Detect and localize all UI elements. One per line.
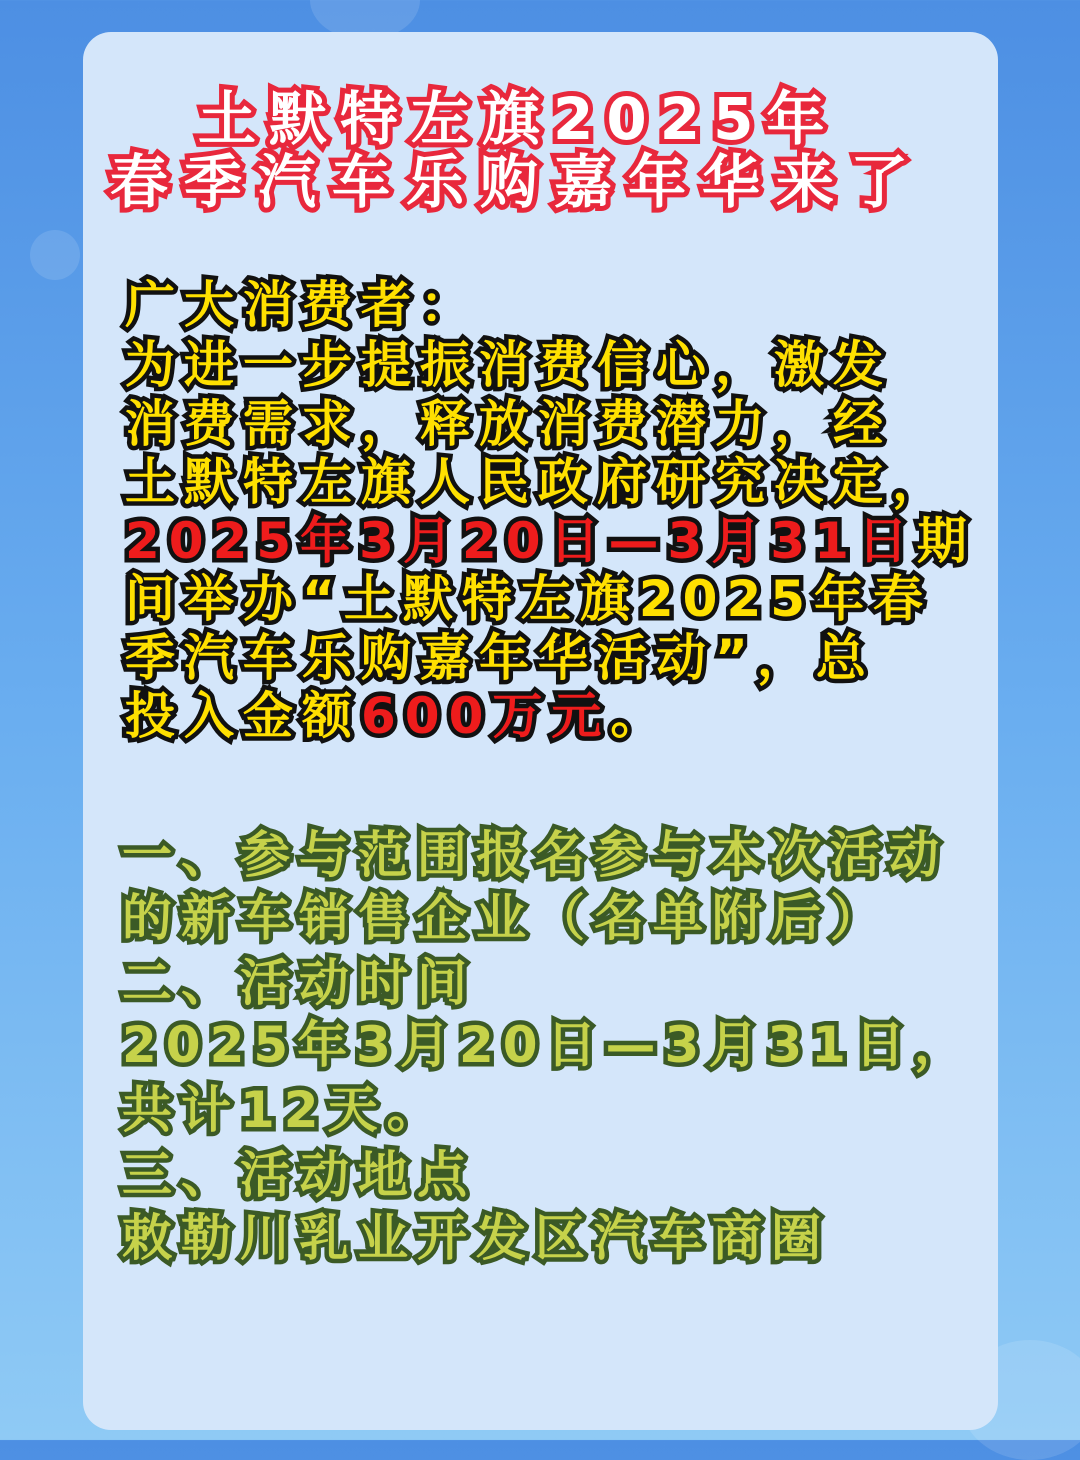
notice-text: 为进一步提振消费信心，激发 [125,336,892,394]
detail-line: 二、活动时间 [122,954,476,1012]
notice-text: 间举办“土默特左旗2025年春 [125,570,933,628]
title-line-2: 春季汽车乐购嘉年华来了 [110,148,925,216]
greeting: 广大消费者： [125,276,479,334]
detail-line: 2025年3月20日—3月31日， [122,1016,973,1074]
notice-text: 季汽车乐购嘉年华活动”，总 [125,628,875,687]
detail-line: 一、参与范围报名参与本次活动 [122,826,948,884]
detail-line: 三、活动地点 [122,1146,476,1204]
highlight-text: 2025年3月20日—3月31日 [125,511,917,570]
notice-text: 期 [916,511,976,570]
title-line-1: 土默特左旗2025年 [198,85,838,153]
notice-text: 投入金额 [125,687,361,745]
notice-text: 土默特左旗人民政府研究决定， [125,453,951,511]
notice-line [125,676,669,748]
notice-text: 消费需求，释放消费潜力，经 [125,394,892,453]
highlight-text: 600万元 [361,687,611,745]
decorative-bubble [30,230,80,280]
detail-line: 敕勒川乳业开发区汽车商圈 [122,1209,830,1267]
detail-line: 的新车销售企业（名单附后） [122,889,889,947]
detail-line: 共计12天。 [122,1081,446,1139]
notice-text: 。 [610,687,670,745]
